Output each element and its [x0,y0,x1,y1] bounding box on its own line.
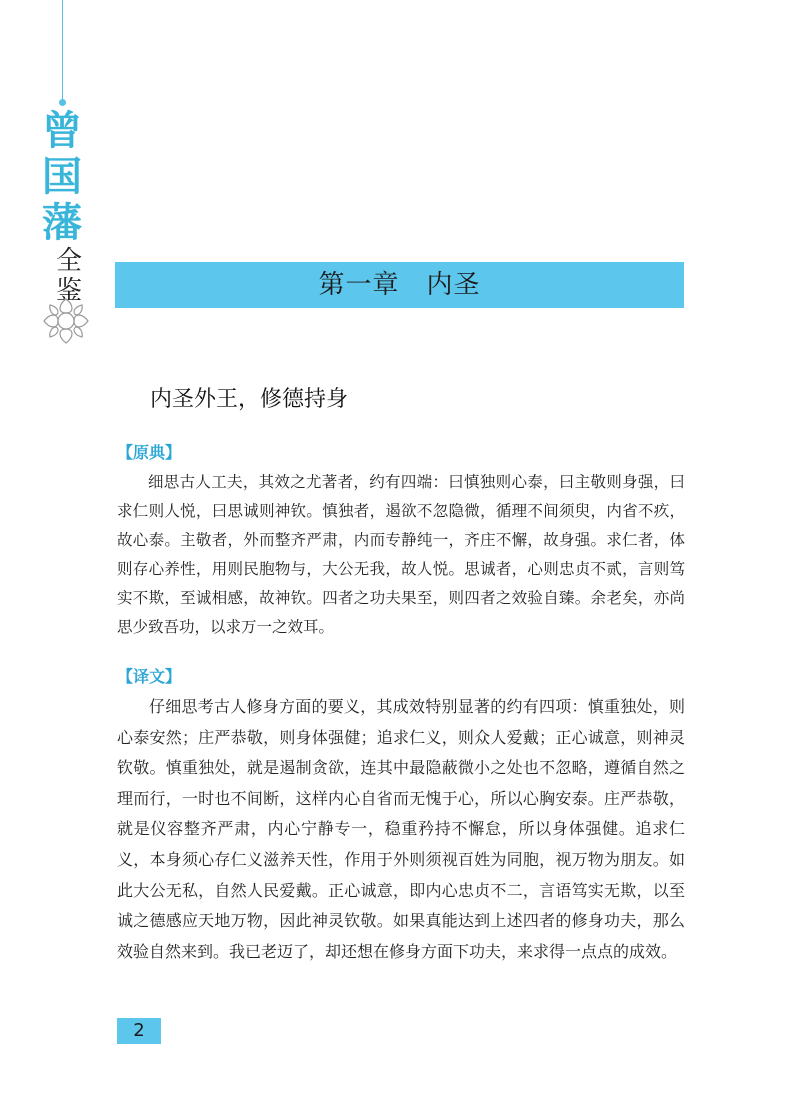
book-title-char: 藩 [42,199,82,246]
page-number: 2 [117,1018,161,1044]
decorative-vertical-line [62,0,63,100]
original-text-paragraph: 细思古人工夫，其效之尤著者，约有四端：曰慎独则心泰，曰主敬则身强，曰求仁则人悦，曰思诚则神钦。慎独者，遏欲不忽隐微，循理不间须臾，内省不疚，故心泰。主敬者，外而整齐严肃，内而专静纯一，齐庄不懈，故身强。求仁者，体则存心养性，用则民胞物与，大公无我，故人悦。思诚者，心则忠贞不贰，言则笃实不欺，至诚相感，故神钦。四者之功夫果至，则四者之效验自臻。余老矣，亦尚思少致吾功，以求万一之效耳。 [117,473,685,636]
decorative-dot [59,99,66,106]
book-subtitle-char: 全 [55,246,82,276]
section-heading: 内圣外王，修德持身 [150,387,349,412]
chapter-title: 第一章 内圣 [318,270,481,300]
floral-ornament-icon [40,295,92,347]
chapter-banner [115,262,684,308]
translation-label: 【译文】 [117,667,182,686]
book-title-char: 曾 [42,107,82,154]
original-text-label: 【原典】 [117,443,182,462]
book-title-char: 国 [42,153,82,200]
translation-paragraph: 仔细思考古人修身方面的要义，其成效特别显著的约有四项：慎重独处，则心泰安然；庄严恭敬，则身体强健；追求仁义，则众人爱戴；正心诚意，则神灵钦敬。慎重独处，就是遏制贪欲，连其中最隐蔽微小之处也不忽略，遵循自然之理而行，一时也不间断，这样内心自省而无愧于心，所以心胸安泰。庄严恭敬，就是仪容整齐严肃，内心宁静专一，稳重矜持不懈怠，所以身体强健。追求仁义，本身须心存仁义滋养天性，作用于外则须视百姓为同胞，视万物为朋友。如此大公无私，自然人民爱戴。正心诚意，即内心忠贞不二，言语笃实无欺，以至诚之德感应天地万物，因此神灵钦敬。如果真能达到上述四者的修身功夫，那么效验自然来到。我已老迈了，却还想在修身方面下功夫，来求得一点点的成效。 [117,697,685,961]
book-subtitle-char: 鉴 [55,276,82,306]
book-title-vertical [38,108,86,306]
